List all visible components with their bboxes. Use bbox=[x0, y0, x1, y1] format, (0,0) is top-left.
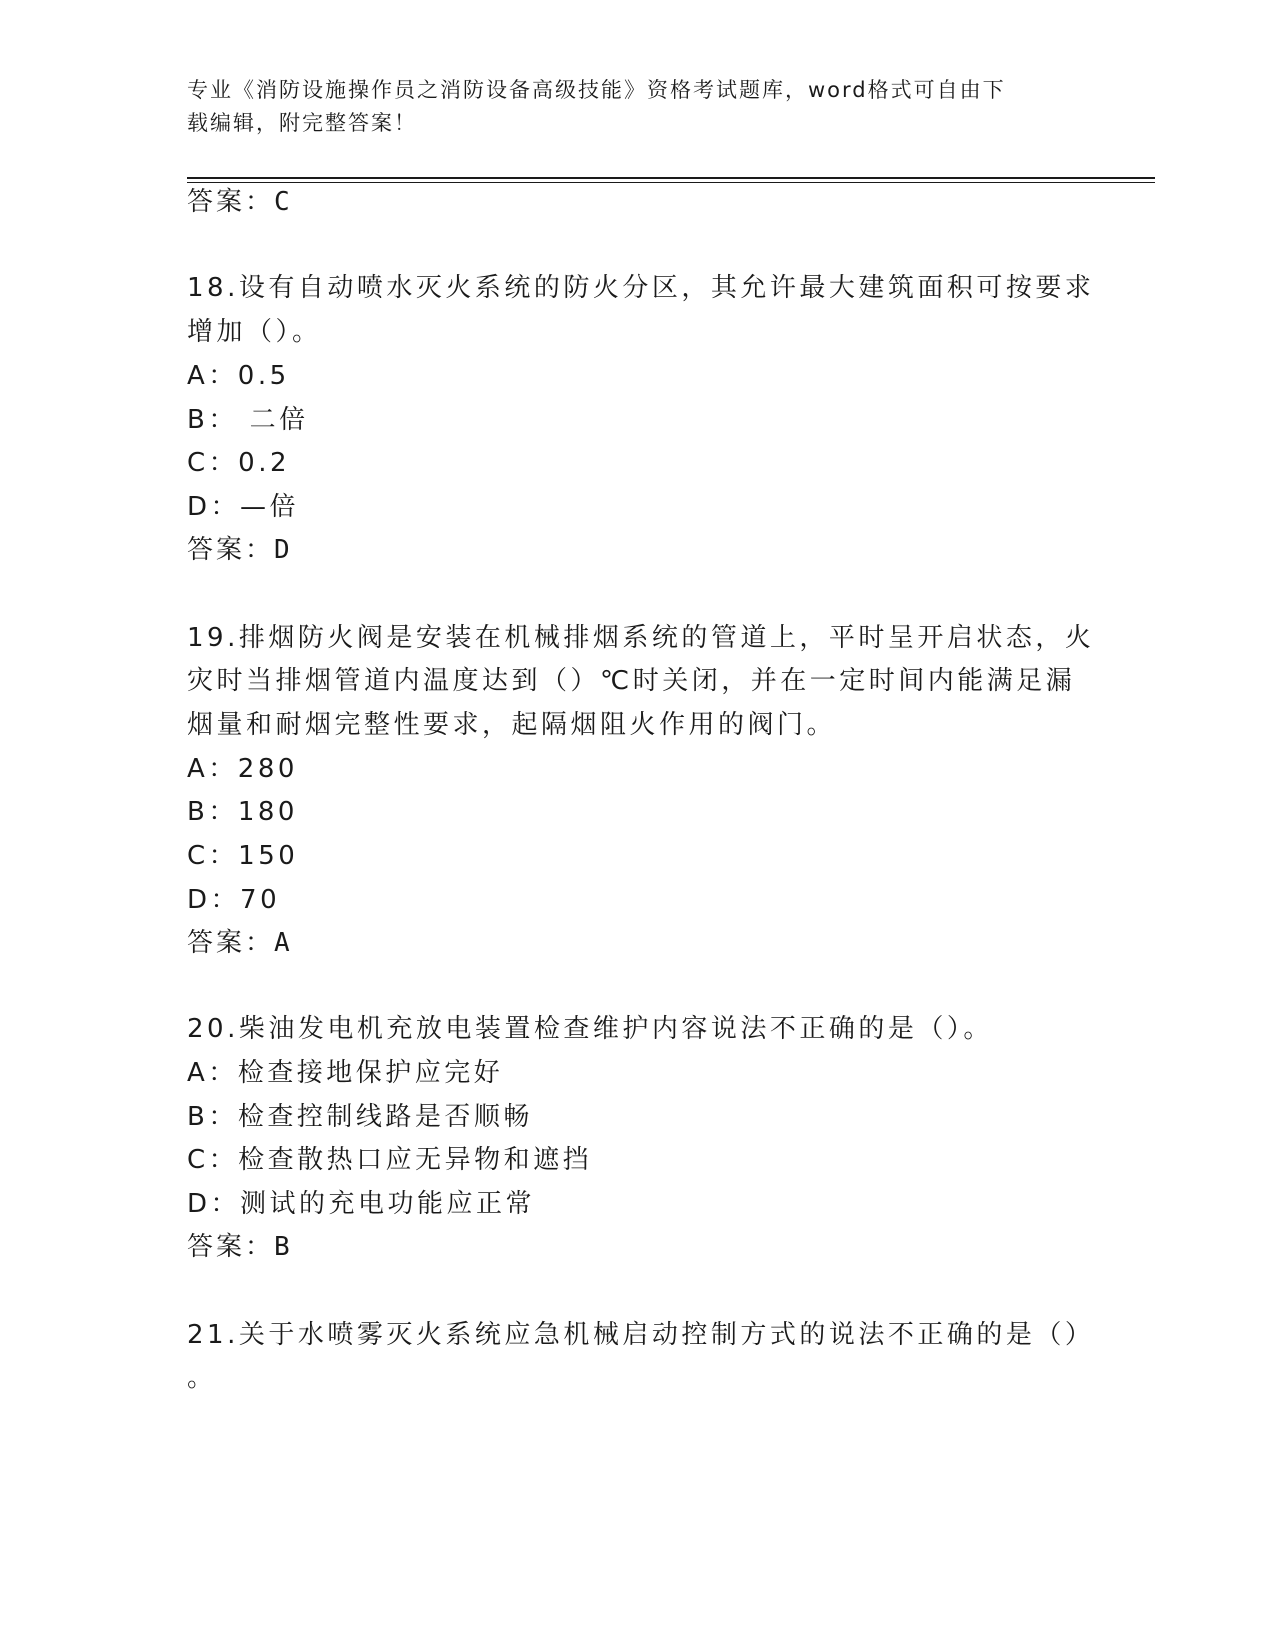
header-divider-thick bbox=[187, 177, 1155, 179]
option-d: D：—倍 bbox=[187, 492, 300, 522]
answer-value: A bbox=[274, 928, 291, 958]
question-text-line: 20.柴油发电机充放电装置检查维护内容说法不正确的是（）。 bbox=[187, 1014, 993, 1044]
answer-value: D bbox=[274, 535, 291, 565]
option-a: A：0.5 bbox=[187, 361, 290, 391]
answer-label: 答案： bbox=[187, 928, 275, 958]
answer bbox=[187, 1227, 291, 1267]
answer-value: C bbox=[274, 187, 291, 217]
question-text-line: 。 bbox=[187, 1363, 217, 1393]
question-text-line: 21.关于水喷雾灭火系统应急机械启动控制方式的说法不正确的是（） bbox=[187, 1320, 1095, 1350]
question-text-line: 19.排烟防火阀是安装在机械排烟系统的管道上，平时呈开启状态，火 bbox=[187, 623, 1095, 653]
option-c: C：检查散热口应无异物和遮挡 bbox=[187, 1145, 593, 1175]
option-c: C：150 bbox=[187, 841, 299, 871]
header-divider-thin bbox=[187, 182, 1155, 183]
previous-answer bbox=[187, 182, 291, 222]
option-b: B： 二倍 bbox=[187, 405, 309, 435]
header-line-1: 专业《消防设施操作员之消防设备高级技能》资格考试题库，word格式可自由下 bbox=[187, 78, 1006, 102]
question-text-line: 灾时当排烟管道内温度达到（）℃时关闭，并在一定时间内能满足漏 bbox=[187, 666, 1076, 696]
header-line-2: 载编辑，附完整答案！ bbox=[187, 111, 417, 135]
answer-label: 答案： bbox=[187, 187, 275, 217]
option-c: C：0.2 bbox=[187, 448, 291, 478]
option-a: A：280 bbox=[187, 754, 298, 784]
question-text-line: 增加（）。 bbox=[187, 317, 322, 347]
option-a: A：检查接地保护应完好 bbox=[187, 1058, 504, 1088]
option-d: D：测试的充电功能应正常 bbox=[187, 1189, 536, 1219]
answer bbox=[187, 923, 291, 963]
option-d: D：70 bbox=[187, 885, 281, 915]
option-b: B：180 bbox=[187, 797, 298, 827]
answer-value: B bbox=[274, 1232, 291, 1262]
question-text-line: 18.设有自动喷水灭火系统的防火分区，其允许最大建筑面积可按要求 bbox=[187, 273, 1095, 303]
document-header bbox=[187, 74, 1067, 140]
option-b: B：检查控制线路是否顺畅 bbox=[187, 1102, 533, 1132]
question-text-line: 烟量和耐烟完整性要求，起隔烟阻火作用的阀门。 bbox=[187, 710, 837, 740]
answer-label: 答案： bbox=[187, 1232, 275, 1262]
answer bbox=[187, 530, 291, 570]
answer-label: 答案： bbox=[187, 535, 275, 565]
